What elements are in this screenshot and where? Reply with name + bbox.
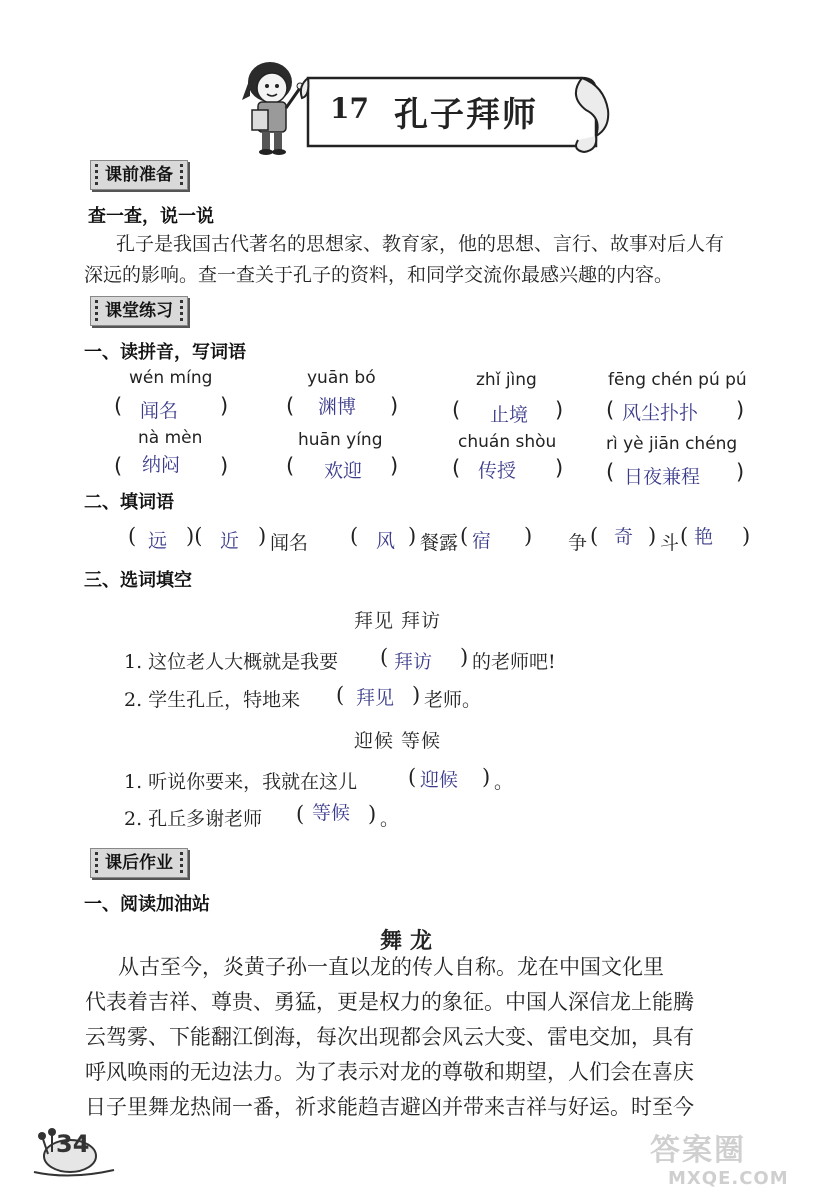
article-line-3: 云驾雾、下能翻江倒海，每次出现都会风云大变、雷电交加，具有: [85, 1025, 694, 1049]
pinyin: huān yíng: [298, 430, 383, 450]
article-line-4: 呼风唤雨的无边法力。为了表示对龙的尊敬和期望，人们会在喜庆: [85, 1060, 694, 1084]
q3-heading: 三、选词填空: [84, 570, 192, 591]
paren-close: ): [736, 460, 745, 484]
q2-line: ( 远 )( 近 ) 闻名 ( 风 ) 餐露 ( 宿 ) 争 ( 奇 ) 斗 ( 艳 ): [128, 524, 751, 554]
watermark-logo: 答案圈: [650, 1133, 746, 1168]
paren-open: (: [452, 456, 461, 480]
preparation-line-1: 孔子是我国古代著名的思想家、教育家，他的思想、言行、故事对后人有: [116, 233, 725, 255]
paren-close: ): [220, 394, 229, 418]
pinyin: fēng chén pú pú: [608, 370, 747, 390]
paren-close: ): [736, 398, 745, 422]
answer: 传授: [478, 460, 517, 482]
q1-heading: 一、读拼音，写词语: [84, 342, 246, 363]
answer: 止境: [490, 404, 529, 426]
q3-group2-sentence-2: 2. 孔丘多谢老师 ( 等候 ) 。: [124, 802, 400, 830]
answer: 渊博: [318, 396, 357, 418]
section-tag-preparation: 课前准备: [90, 160, 188, 190]
paren-open: (: [114, 394, 123, 418]
word-options-2: 迎候 等候: [354, 730, 442, 752]
pinyin: wén míng: [129, 368, 213, 388]
q3-group1-sentence-2: 2. 学生孔丘，特地来 ( 拜见 ) 老师。: [124, 683, 482, 711]
paren-close: ): [555, 456, 564, 480]
page-number: 34: [56, 1130, 90, 1158]
paren-open: (: [452, 398, 461, 422]
answer: 闻名: [140, 400, 179, 422]
pinyin: yuān bó: [307, 368, 376, 388]
q2-heading: 二、填词语: [84, 492, 174, 513]
answer: 纳闷: [142, 454, 181, 476]
article-line-2: 代表着吉祥、尊贵、勇猛，更是权力的象征。中国人深信龙上能腾: [85, 990, 694, 1014]
paren-open: (: [286, 454, 295, 478]
paren-open: (: [114, 454, 123, 478]
paren-open: (: [606, 460, 615, 484]
article-title: 舞龙: [380, 928, 441, 954]
paren-open: (: [286, 394, 295, 418]
article-line-5: 日子里舞龙热闹一番，祈求能趋吉避凶并带来吉祥与好运。时至今: [85, 1095, 694, 1119]
watermark-url: MXQE.COM: [668, 1168, 789, 1189]
q3-group1-sentence-1: 1. 这位老人大概就是我要 ( 拜访 ) 的老师吧!: [124, 645, 556, 673]
answer: 风尘扑扑: [622, 402, 699, 424]
lesson-title: 孔子拜师: [394, 95, 538, 135]
article-line-1: 从古至今，炎黄子孙一直以龙的传人自称。龙在中国文化里: [118, 955, 664, 979]
lesson-number: 17: [330, 92, 369, 125]
paren-close: ): [390, 454, 399, 478]
q3-group2-sentence-1: 1. 听说你要来，我就在这儿 ( 迎候 ) 。: [124, 765, 514, 793]
pinyin: rì yè jiān chéng: [606, 434, 738, 454]
answer: 欢迎: [324, 460, 363, 482]
preparation-heading: 查一查，说一说: [88, 206, 214, 227]
pinyin: zhǐ jìng: [476, 370, 537, 390]
section-tag-homework: 课后作业: [90, 848, 188, 878]
section-tag-practice: 课堂练习: [90, 296, 188, 326]
paren-open: (: [606, 398, 615, 422]
word-options-1: 拜见 拜访: [354, 610, 442, 632]
paren-close: ): [555, 398, 564, 422]
preparation-line-2: 深远的影响。查一查关于孔子的资料，和同学交流你最感兴趣的内容。: [84, 264, 674, 286]
pinyin: chuán shòu: [458, 432, 557, 452]
pinyin: nà mèn: [138, 428, 203, 448]
paren-close: ): [390, 394, 399, 418]
paren-close: ): [220, 454, 229, 478]
reading-heading: 一、阅读加油站: [84, 894, 210, 915]
answer: 日夜兼程: [624, 466, 701, 488]
